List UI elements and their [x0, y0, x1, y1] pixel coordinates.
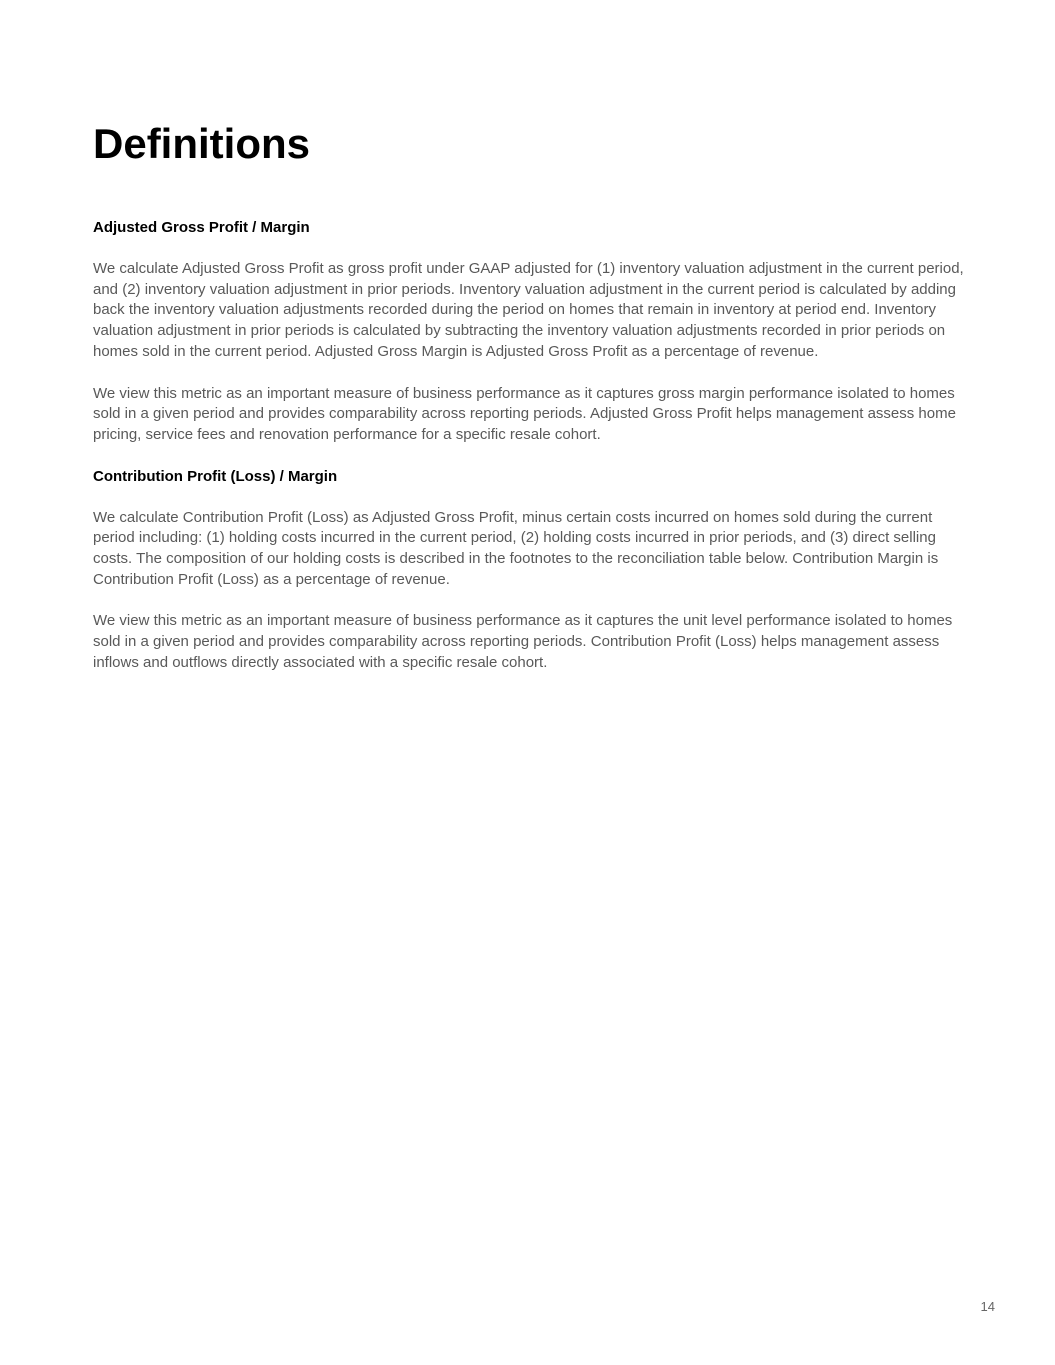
paragraph: We view this metric as an important measure of business performance as it captures gross margin performance isolated to homes sold in a given period and provides comparability across reporting periods. Adjusted Gross Profit helps management assess home pricing, service fees and renovation performance for a specific resale cohort.: [93, 384, 956, 443]
page-number: 14: [980, 1299, 995, 1314]
section-heading-adjusted-gross-profit: Adjusted Gross Profit / Margin: [93, 219, 310, 236]
definitions-content: [93, 218, 965, 674]
paragraph: We view this metric as an important measure of business performance as it captures the unit level performance isolated to homes sold in a given period and provides comparability across reporting periods. Contribution Profit (Loss) helps management assess inflows and outflows directly associated with a specific resale cohort.: [93, 612, 953, 671]
paragraph: We calculate Contribution Profit (Loss) as Adjusted Gross Profit, minus certain costs incurred on homes sold during the current period including: (1) holding costs incurred in the current period, (2) holding costs incurred in prior periods, and (3) direct selling costs. The composition of our holding costs is described in the footnotes to the reconciliation table below. Contribution Margin is Contribution Profit (Loss) as a percentage of revenue.: [93, 508, 939, 588]
paragraph: We calculate Adjusted Gross Profit as gross profit under GAAP adjusted for (1) inventory valuation adjustment in the current period, and (2) inventory valuation adjustment in prior periods. Inventory valuation adjustment in the current period is calculated by adding back the inventory valuation adjustments recorded during the period on homes that remain in inventory at period end. Inventory valuation adjustment in prior periods is calculated by subtracting the inventory valuation adjustments recorded in prior periods on homes sold in the current period. Adjusted Gross Margin is Adjusted Gross Profit as a percentage of revenue.: [93, 260, 964, 360]
section-heading-contribution-profit: Contribution Profit (Loss) / Margin: [93, 467, 338, 485]
page-title: Definitions: [93, 120, 310, 167]
